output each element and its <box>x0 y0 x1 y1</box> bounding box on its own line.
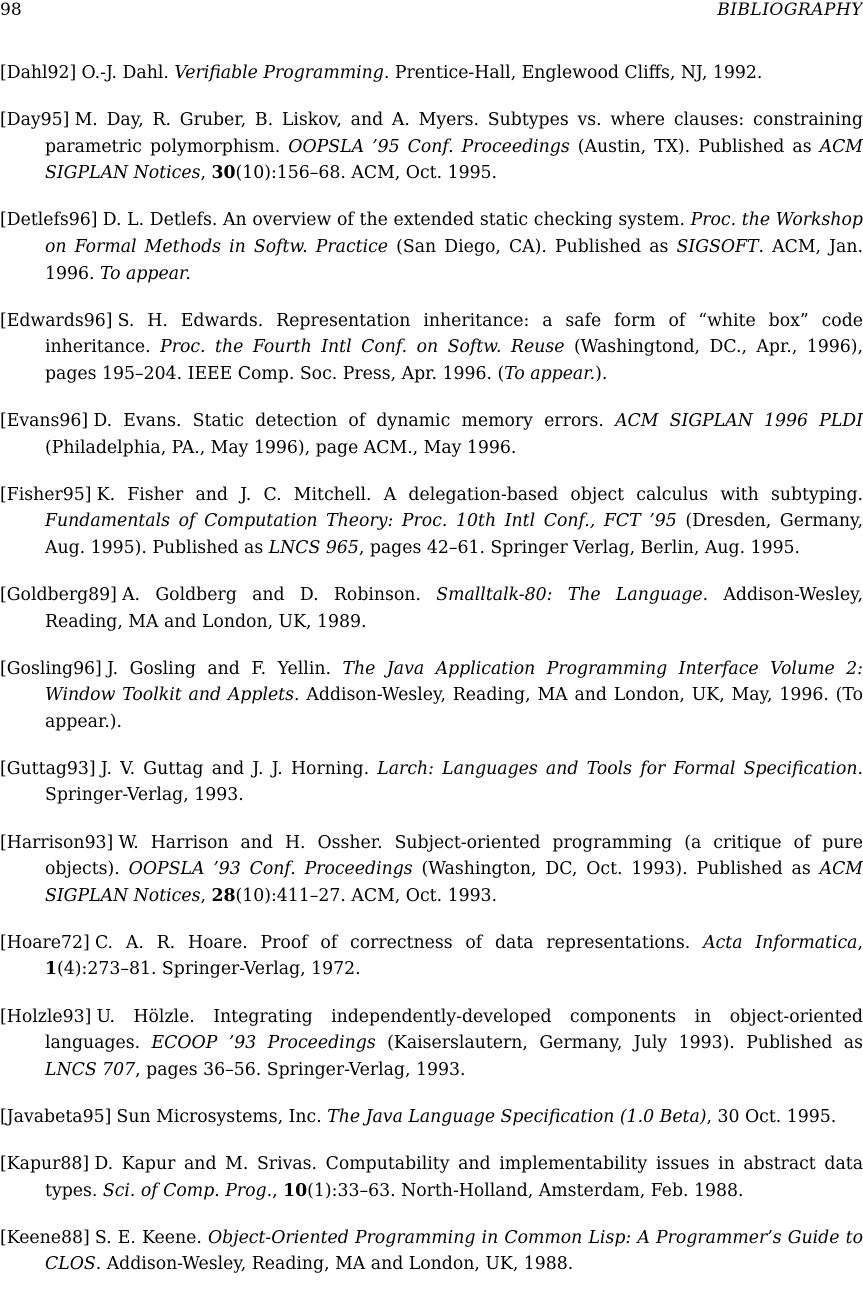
italic-title: The Java Language Specification (1.0 Beta) <box>327 1106 707 1127</box>
entry-text: (Dresden, Germany, Aug. 1995). Published as <box>45 511 863 558</box>
bibliography-entry <box>0 1104 863 1131</box>
entry-text: (Washington, DC, Oct. 1993). Published as <box>412 859 820 880</box>
citation-key: [Dahl92] <box>0 63 77 83</box>
italic-title: The Java Application Programming Interface Volume 2: Window Toolkit and Applets <box>45 658 863 706</box>
italic-title: ACM SIGPLAN Notices <box>45 859 863 906</box>
entry-text: , 30 Oct. 1995. <box>706 1106 837 1127</box>
bibliography-entry <box>0 1151 863 1204</box>
entry-text: (Kaiserslautern, Germany, July 1993). Published as <box>375 1033 863 1054</box>
entry-text: S. H. Edwards. Representation inheritance: a safe form of “white box” code inheritance. <box>45 310 863 358</box>
italic-title: Acta Informatica <box>703 932 858 953</box>
citation-key: [Edwards96] <box>0 310 113 331</box>
entry-text: D. Evans. Static detection of dynamic memory errors. <box>93 410 616 431</box>
entry-text: , pages 36–56. Springer-Verlag, 1993. <box>135 1059 466 1080</box>
entry-text: W. Harrison and H. Ossher. Subject-oriented programming (a critique of pure objects). <box>45 832 863 880</box>
italic-title: ECOOP ’93 Proceedings <box>151 1033 376 1054</box>
bibliography-entry <box>0 1004 863 1084</box>
entry-text: . Addison-Wesley, Reading, MA and London, UK, 1989. <box>45 584 863 632</box>
entry-text: (1):33–63. North-Holland, Amsterdam, Feb. 1988. <box>307 1180 744 1201</box>
entry-text: S. E. Keene. <box>94 1227 208 1248</box>
bibliography-entry <box>0 656 863 736</box>
bibliography-entry <box>0 207 863 287</box>
running-head: BIBLIOGRAPHY <box>717 0 863 20</box>
volume-number: 28 <box>211 885 236 906</box>
entry-text: ). <box>595 363 608 384</box>
entry-text: (Philadelphia, PA., May 1996), page ACM., May 1996. <box>45 437 517 458</box>
entry-text: (10):156–68. ACM, Oct. 1995. <box>235 163 498 184</box>
italic-title: Object-Oriented Programming in Common Lisp: A Programmer’s Guide to CLOS <box>45 1227 863 1275</box>
citation-key: [Day95] <box>0 110 70 131</box>
page-number: 98 <box>0 0 22 20</box>
entry-text: , <box>200 163 212 184</box>
entry-text: D. Kapur and M. Srivas. Computability and implementability issues in abstract data types. <box>45 1153 863 1201</box>
italic-title: SIGSOFT <box>676 236 759 257</box>
italic-title: LNCS 707 <box>45 1059 136 1080</box>
entry-text: (10):411–27. ACM, Oct. 1993. <box>235 885 498 906</box>
italic-title: ACM SIGPLAN Notices <box>45 136 863 184</box>
bibliography-entry <box>0 1225 863 1278</box>
italic-title: OOPSLA ’93 Conf. Proceedings <box>128 859 413 880</box>
citation-key: [Fisher95] <box>0 484 92 505</box>
entry-text: Sun Microsystems, Inc. <box>116 1106 328 1127</box>
citation-key: [Holzle93] <box>0 1006 92 1027</box>
entry-text: , <box>272 1180 284 1201</box>
citation-key: [Evans96] <box>0 410 89 431</box>
italic-title: Larch: Languages and Tools for Formal Specification <box>377 758 858 779</box>
entry-text: , <box>200 885 212 906</box>
citation-key: [Harrison93] <box>0 832 114 853</box>
italic-title: Proc. the Workshop on Formal Methods in Softw. Practice <box>45 210 863 257</box>
page-header <box>0 0 863 24</box>
italic-title: ACM SIGPLAN 1996 PLDI <box>615 410 863 431</box>
bibliography-entry <box>0 482 863 562</box>
entry-text: , pages 42–61. Springer Verlag, Berlin, Aug. 1995. <box>358 537 801 558</box>
bibliography-entry <box>0 107 863 187</box>
italic-title: LNCS 965 <box>268 537 359 558</box>
bibliography-entry <box>0 408 863 461</box>
entry-text: D. L. Detlefs. An overview of the extended static checking system. <box>102 210 691 231</box>
entry-text: J. V. Guttag and J. J. Horning. <box>100 758 378 779</box>
entry-text: C. A. R. Hoare. Proof of correctness of data representations. <box>94 932 704 953</box>
volume-number: 10 <box>283 1180 308 1201</box>
bibliography-entry <box>0 308 863 388</box>
entry-text: (Washingtond, DC., Apr., 1996), pages 195–204. IEEE Comp. Soc. Press, Apr. 1996. ( <box>45 337 863 384</box>
citation-key: [Detlefs96] <box>0 210 98 231</box>
entry-text: K. Fisher and J. C. Mitchell. A delegation-based object calculus with subtyping. <box>96 484 863 505</box>
italic-title: Fundamentals of Computation Theory: Proc. 10th Intl Conf., FCT ’95 <box>45 511 677 532</box>
bibliography-list <box>0 60 863 1298</box>
citation-key: [Kapur88] <box>0 1153 90 1174</box>
entry-text: . Addison-Wesley, Reading, MA and London, UK, 1988. <box>95 1254 574 1275</box>
italic-title: Sci. of Comp. Prog. <box>102 1180 273 1201</box>
citation-key: [Hoare72] <box>0 932 90 953</box>
entry-text: , <box>857 932 863 953</box>
bibliography-entry <box>0 830 863 910</box>
italic-title: OOPSLA ’95 Conf. Proceedings <box>288 136 570 157</box>
citation-key: [Guttag93] <box>0 758 96 779</box>
entry-text: J. Gosling and F. Yellin. <box>107 658 343 679</box>
citation-key: [Keene88] <box>0 1227 90 1248</box>
entry-text: . Springer-Verlag, 1993. <box>45 758 863 806</box>
italic-title: Proc. the Fourth Intl Conf. on Softw. Reuse <box>160 337 565 358</box>
entry-text: . Addison-Wesley, Reading, MA and London, UK, May, 1996. (To appear.). <box>45 685 863 732</box>
bibliography-entry <box>0 60 863 87</box>
entry-text: . ACM, Jan. 1996. <box>45 236 863 284</box>
italic-title: Verifiable Programming <box>174 63 384 83</box>
italic-title: To appear. <box>504 363 596 384</box>
citation-key: [Javabeta95] <box>0 1106 112 1127</box>
entry-text: . Prentice-Hall, Englewood Cliffs, NJ, 1992. <box>383 63 763 83</box>
volume-number: 30 <box>211 163 236 184</box>
entry-text: (Austin, TX). Published as <box>569 136 820 157</box>
volume-number: 1 <box>45 959 58 980</box>
entry-text: A. Goldberg and D. Robinson. <box>122 584 437 605</box>
entry-text: (San Diego, CA). Published as <box>388 236 677 257</box>
italic-title: To appear. <box>99 263 191 284</box>
bibliography-entry <box>0 756 863 809</box>
entry-text: M. Day, R. Gruber, B. Liskov, and A. Myers. Subtypes vs. where clauses: constraining parametric polymorphism. <box>45 110 863 157</box>
italic-title: Smalltalk-80: The Language <box>436 584 703 605</box>
citation-key: [Gosling96] <box>0 658 102 679</box>
bibliography-entry <box>0 582 863 635</box>
citation-key: [Goldberg89] <box>0 584 117 605</box>
bibliography-entry <box>0 930 863 983</box>
entry-text: (4):273–81. Springer-Verlag, 1972. <box>57 959 361 980</box>
entry-text: O.-J. Dahl. <box>81 63 175 83</box>
entry-text: U. Hölzle. Integrating independently-developed components in object-oriented languages. <box>45 1006 863 1054</box>
